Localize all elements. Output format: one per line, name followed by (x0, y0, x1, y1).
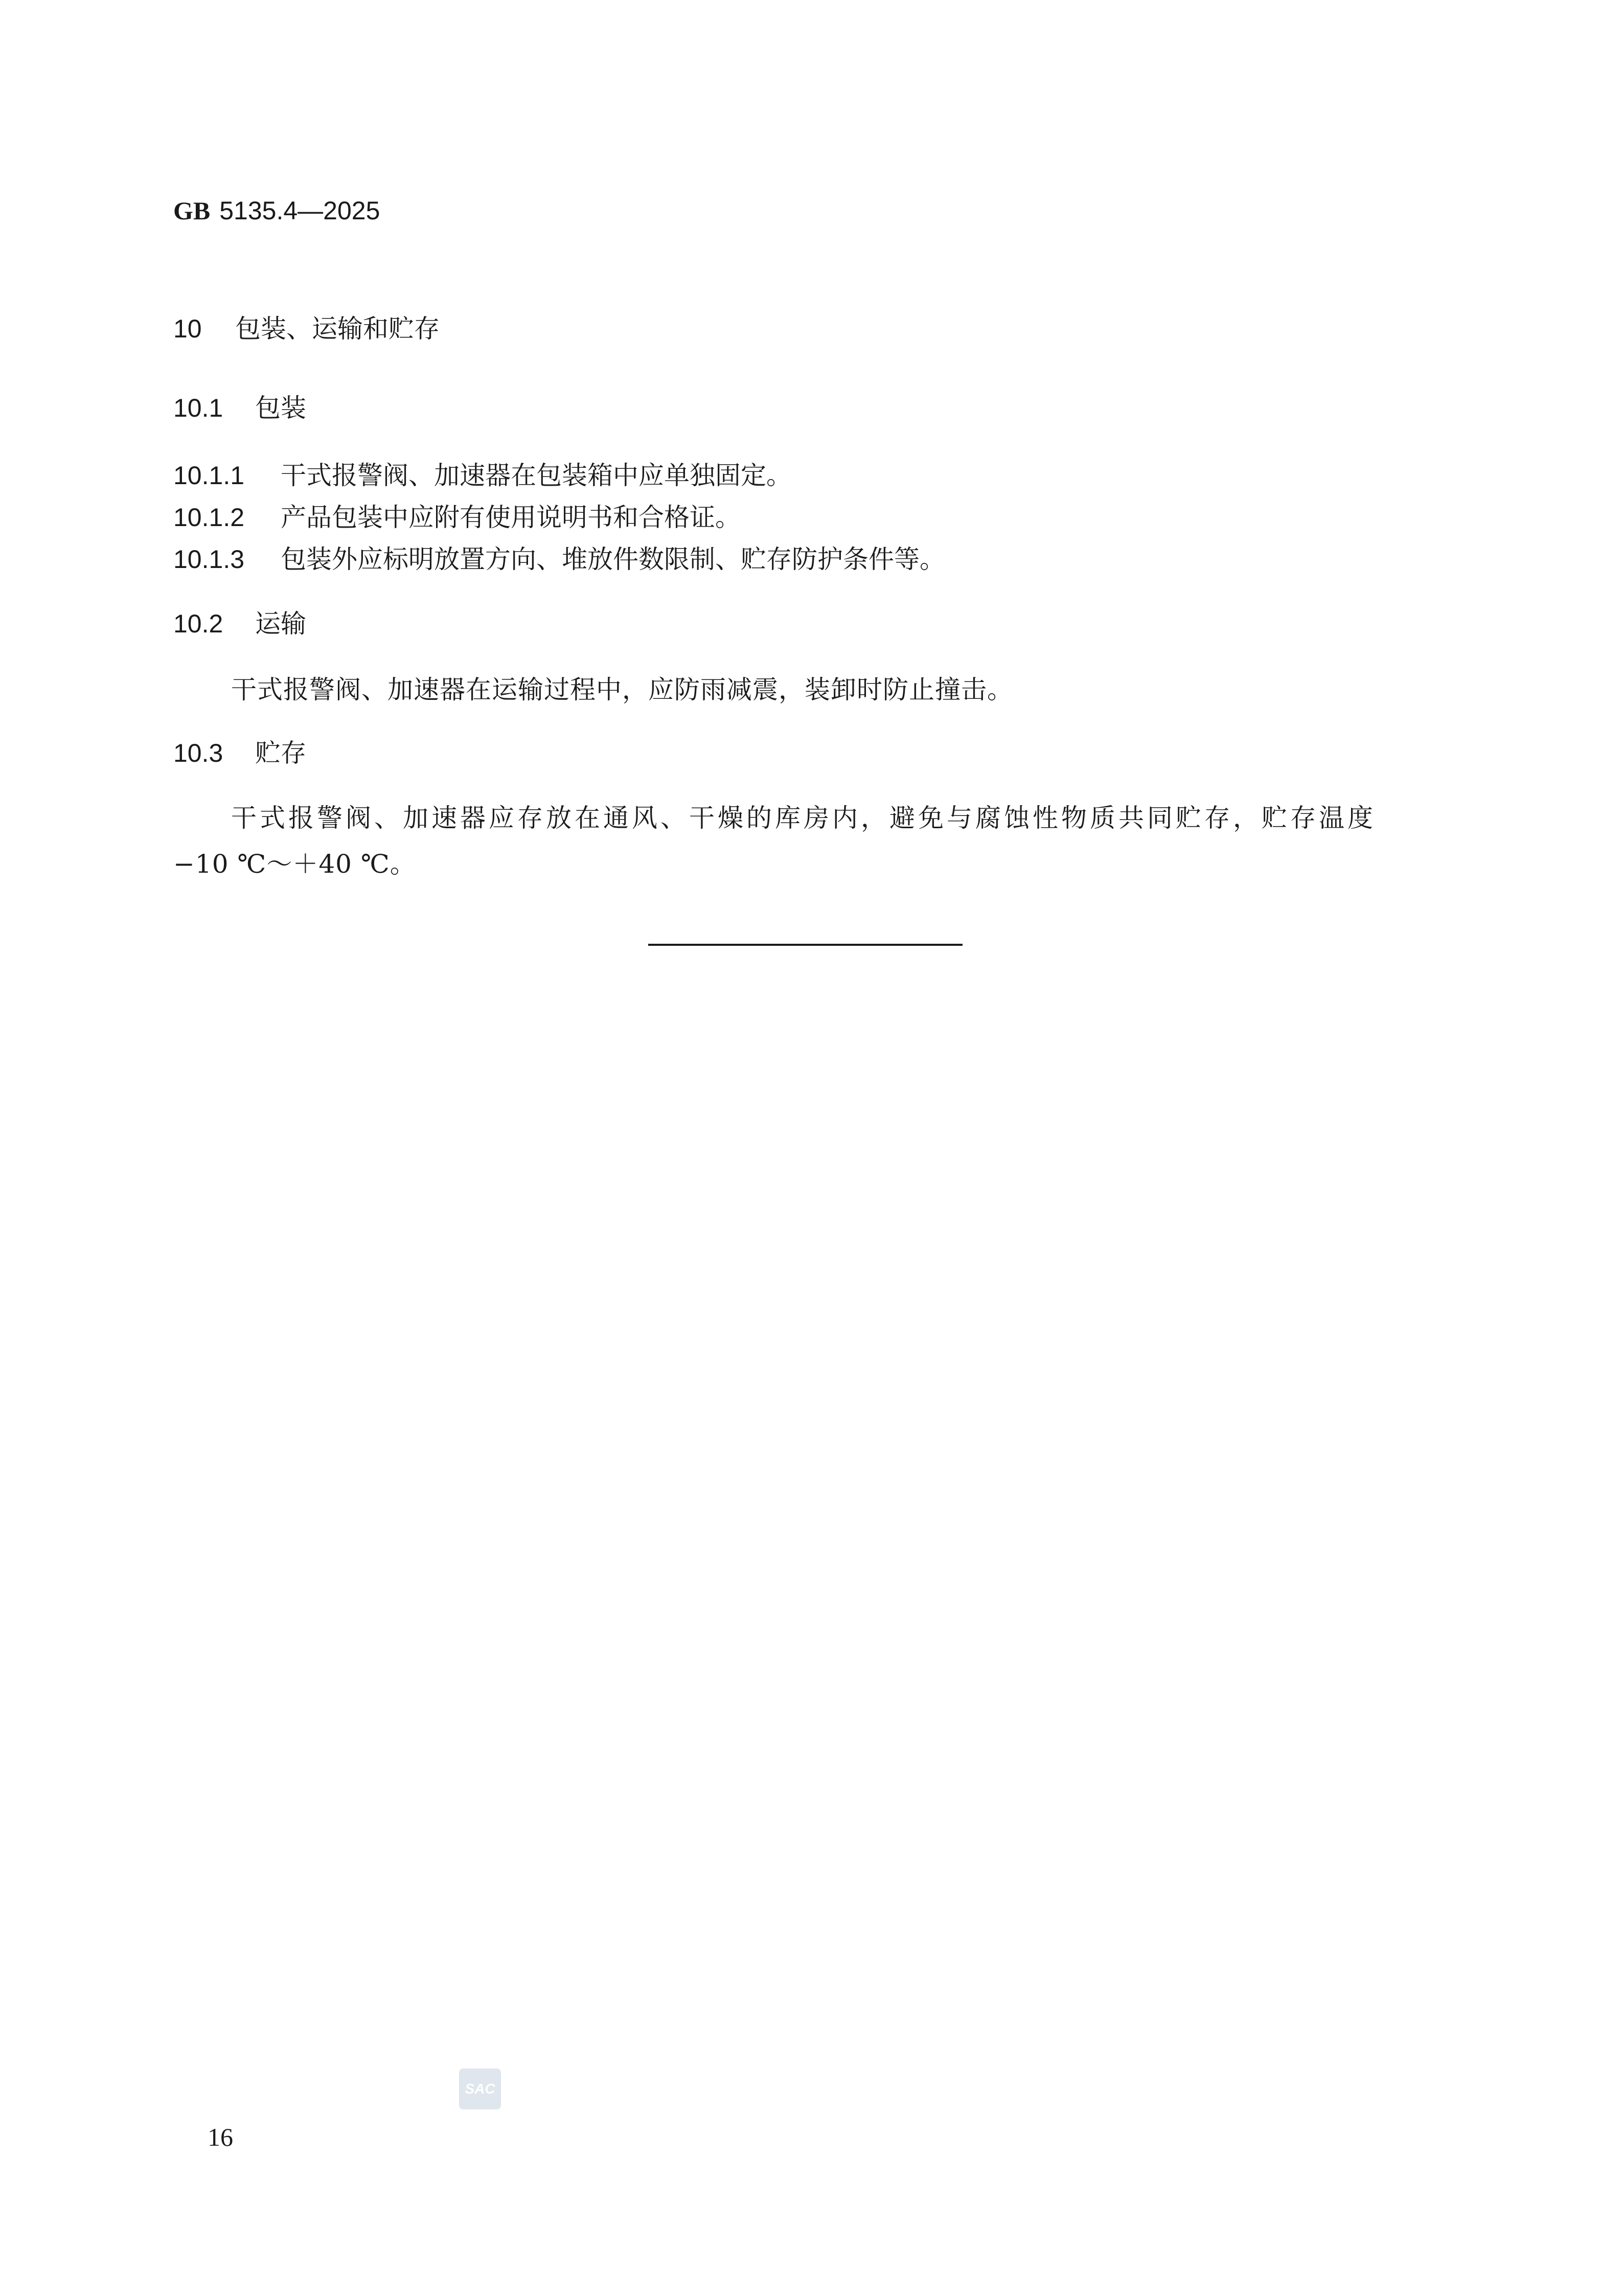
section-title: 包装 (255, 393, 306, 423)
section-title: 包装、运输和贮存 (235, 314, 440, 344)
list-item-10-1-2 (173, 494, 741, 540)
item-number: 10.1.3 (173, 545, 245, 574)
section-title: 运输 (255, 609, 306, 639)
list-item-10-1-1 (173, 452, 792, 498)
item-text: 干式报警阀、加速器在包装箱中应单独固定。 (281, 461, 792, 490)
end-rule (648, 944, 963, 946)
standard-header (173, 190, 380, 231)
section-title: 贮存 (255, 738, 306, 768)
section-number: 10.2 (173, 609, 223, 638)
standard-number: 5135.4—2025 (219, 196, 380, 225)
page-number: 16 (208, 2123, 233, 2151)
paragraph-storage-line1: 干式报警阀、加速器应存放在通风、干燥的库房内，避免与腐蚀性物质共同贮存，贮存温度 (231, 803, 1376, 833)
section-heading-10-3 (173, 733, 306, 774)
section-heading-10-2 (173, 603, 306, 644)
section-heading-10-1 (173, 388, 306, 428)
item-number: 10.1.2 (173, 503, 245, 532)
paragraph-transport: 干式报警阀、加速器在运输过程中，应防雨减震，装卸时防止撞击。 (231, 675, 1013, 704)
list-item-10-1-3 (173, 536, 945, 582)
section-heading-10 (173, 308, 440, 349)
section-number: 10.3 (173, 739, 223, 767)
logo-text: SAC (465, 2081, 495, 2097)
item-number: 10.1.1 (173, 461, 245, 490)
paragraph-storage-line2: −10 ℃～＋40 ℃。 (173, 849, 416, 879)
item-text: 包装外应标明放置方向、堆放件数限制、贮存防护条件等。 (281, 544, 945, 574)
section-number: 10 (173, 314, 202, 343)
sac-logo-icon (459, 2068, 501, 2109)
standard-prefix: GB (173, 196, 211, 225)
item-text: 产品包装中应附有使用说明书和合格证。 (281, 503, 741, 532)
section-number: 10.1 (173, 394, 223, 422)
